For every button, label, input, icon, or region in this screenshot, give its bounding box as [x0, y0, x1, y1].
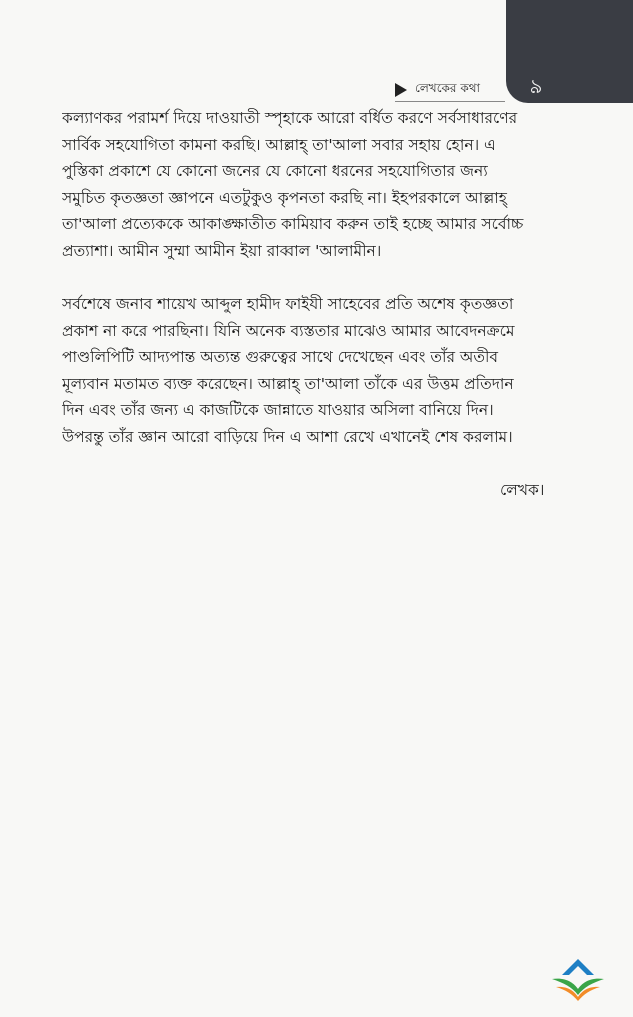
- text-line: প্রকাশ না করে পারছিনা। যিনি অনেক ব্যস্ততার মাঝেও আমার আবেদনক্রমে: [62, 321, 515, 340]
- running-head: [395, 80, 480, 100]
- text-line: দিন এবং তাঁর জন্য এ কাজটিকে জান্নাতে যাওয়ার অসিলা বানিয়ে দিন।: [62, 401, 494, 419]
- play-arrow-icon: [395, 83, 407, 97]
- text-line: সার্বিক সহযোগিতা কামনা করছি। আল্লাহ্ তা'আলা সবার সহায় হোন। এ: [62, 135, 496, 154]
- text-line: প্রত্যাশা। আমীন সুম্মা আমীন ইয়া রাব্বাল 'আলামীন।: [62, 241, 382, 260]
- running-title: লেখকের কথা: [415, 81, 480, 95]
- text-line: সর্বশেষে জনাব শায়েখ আব্দুল হামীদ ফাইযী সাহেবের প্রতি অশেষ কৃতজ্ঞতা: [62, 295, 514, 313]
- running-head-rule: [395, 101, 505, 102]
- text-line: মূল্যবান মতামত ব্যক্ত করেছেন। আল্লাহ্ তা'আলা তাঁকে এর উত্তম প্রতিদান: [62, 374, 514, 393]
- page-number: ৯: [529, 74, 543, 98]
- text-line: কল্যাণকর পরামর্শ দিয়ে দাওয়াতী স্পৃহাকে আরো বর্ধিত করণে সর্বসাধারণের: [62, 109, 518, 127]
- publisher-logo-icon: [548, 955, 608, 1003]
- paragraph-1: [62, 105, 576, 264]
- text-line: পুস্তিকা প্রকাশে যে কোনো জনের যে কোনো ধরনের সহযোগিতার জন্য: [62, 162, 488, 180]
- text-line: সমুচিত কৃতজ্ঞতা জ্ঞাপনে এতটুকুও কৃপনতা করছি না। ইহপরকালে আল্লাহ্: [62, 188, 507, 207]
- author-signature: লেখক।: [500, 481, 545, 499]
- text-line: তা'আলা প্রত্যেককে আকাঙ্ক্ষাতীত কামিয়াব করুন তাই হচ্ছে আমার সর্বোচ্চ: [62, 215, 524, 233]
- text-line: উপরন্তু তাঁর জ্ঞান আরো বাড়িয়ে দিন এ আশা রেখে এখানেই শেষ করলাম।: [62, 427, 513, 446]
- text-line: পাণ্ডলিপিটি আদ্যপান্ত অত্যন্ত গুরুত্বের সাথে দেখেছেন এবং তাঁর অতীব: [62, 348, 499, 366]
- paragraph-2: [62, 291, 576, 450]
